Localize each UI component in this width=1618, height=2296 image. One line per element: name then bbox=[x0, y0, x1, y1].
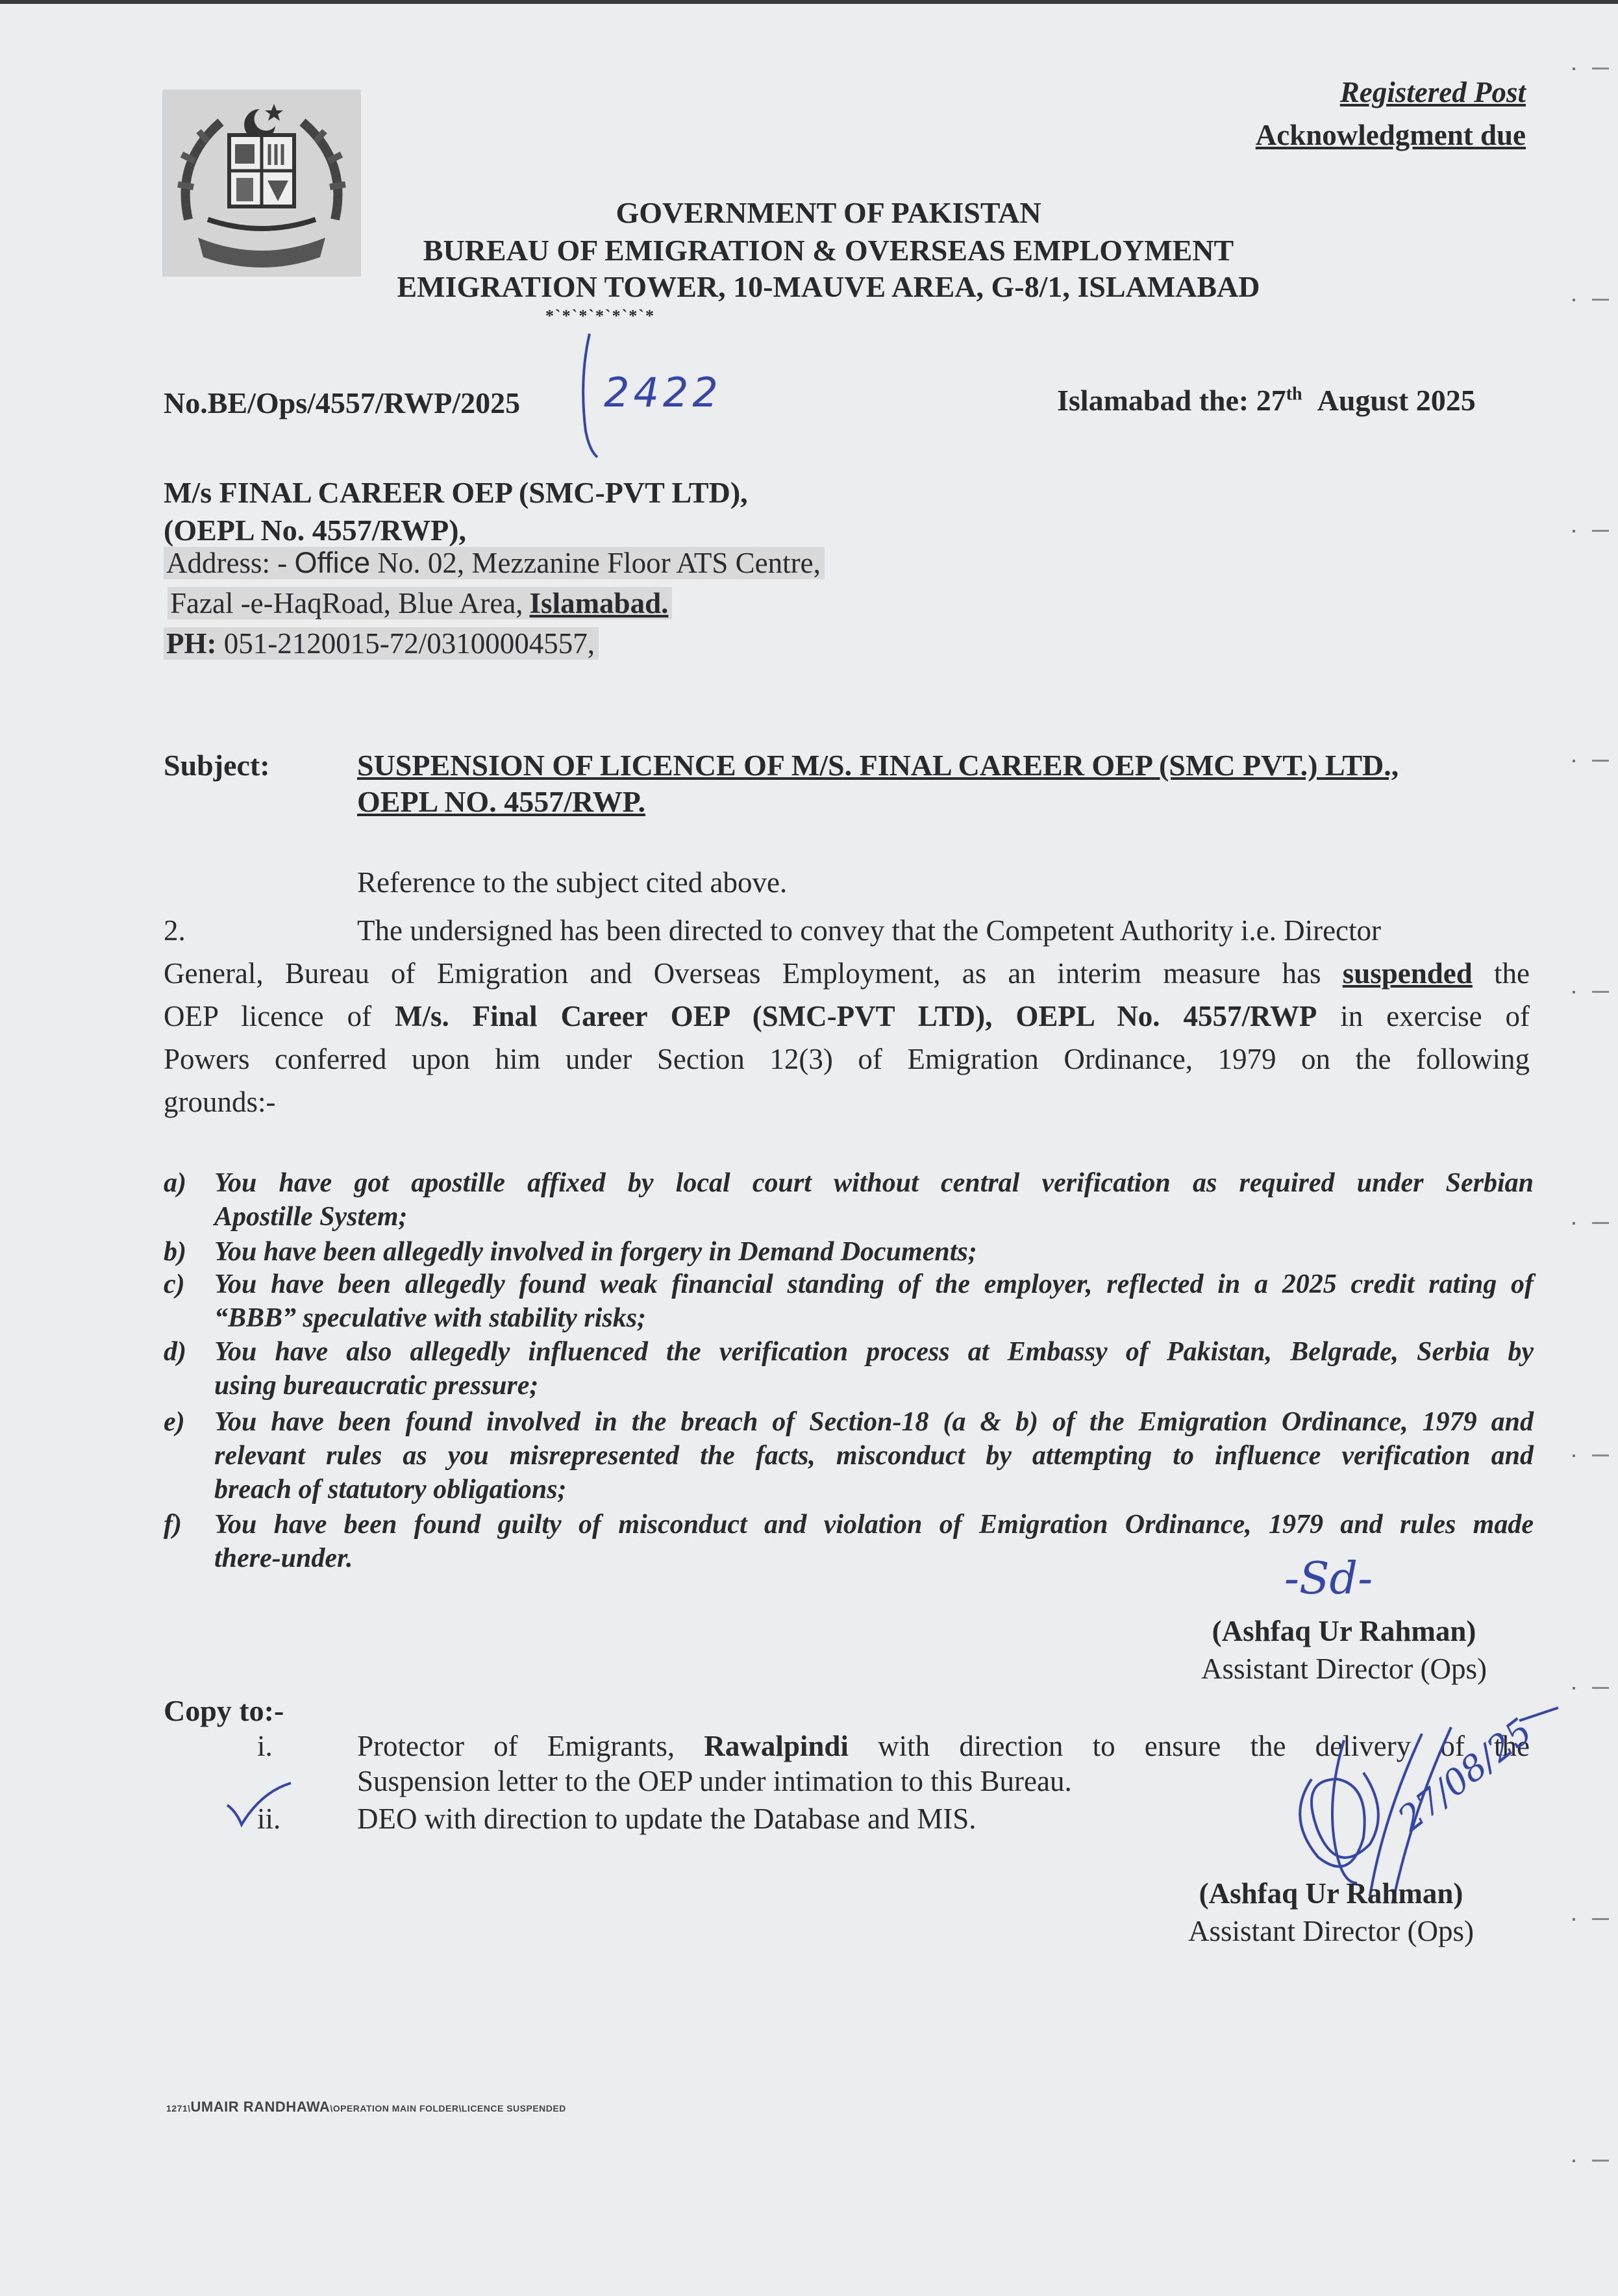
date-suffix: August 2025 bbox=[1317, 384, 1476, 417]
ground-label: c) bbox=[164, 1269, 185, 1299]
margin-mark bbox=[1573, 1687, 1612, 1690]
copy-to-item-number: ii. bbox=[257, 1803, 281, 1835]
p2-suspended-word: suspended bbox=[1342, 957, 1473, 990]
p2-line3-text: OEP licence of bbox=[164, 1000, 372, 1032]
copy-to-item-1-line2: Suspension letter to the OEP under intimation to this Bureau. bbox=[357, 1765, 1072, 1797]
ground-text: You have been allegedly involved in forgery in Demand Documents; bbox=[214, 1237, 977, 1267]
reference-number: No.BE/Ops/4557/RWP/2025 bbox=[164, 386, 521, 419]
p2-line3-end: in exercise of bbox=[1340, 1000, 1530, 1032]
margin-mark bbox=[1573, 760, 1612, 762]
address-label: Address: - bbox=[166, 547, 288, 579]
signatory-name-1: (Ashfaq Ur Rahman) bbox=[1212, 1615, 1476, 1647]
registered-post-label: Registered Post bbox=[1339, 76, 1526, 108]
subject-label: Subject: bbox=[164, 749, 270, 782]
addressee-licence: (OEPL No. 4557/RWP), bbox=[164, 514, 467, 547]
margin-mark bbox=[1573, 1454, 1612, 1457]
ground-text-cont: “BBB” speculative with stability risks; bbox=[214, 1303, 647, 1333]
address-city: Islamabad. bbox=[529, 587, 669, 619]
letterhead-stars: *`*`*`*`*`*`* bbox=[545, 306, 655, 325]
margin-mark bbox=[1573, 299, 1612, 301]
ground-b bbox=[164, 1235, 1534, 1269]
margin-mark bbox=[1573, 68, 1612, 70]
acknowledgment-due-label: Acknowledgment due bbox=[1255, 119, 1526, 151]
date-prefix: Islamabad the: 27 bbox=[1057, 384, 1286, 417]
copy-item-1-post: with direction to ensure the delivery of the bbox=[878, 1730, 1530, 1762]
paragraph-2-line4: Powers conferred upon him under Section 12(3) of Emigration Ordinance, 1979 on the following bbox=[164, 1043, 1530, 1075]
ground-text-cont: Apostille System; bbox=[214, 1202, 408, 1232]
ground-a bbox=[164, 1166, 1534, 1234]
file-path-footer bbox=[166, 2099, 566, 2115]
p2-oep-name: M/s. Final Career OEP (SMC-PVT LTD), OEPL No. 4557/RWP bbox=[394, 1000, 1317, 1032]
phone-number: 051-2120015-72/03100004557, bbox=[223, 627, 595, 660]
signatory-title-2: Assistant Director (Ops) bbox=[1188, 1915, 1474, 1947]
footer-prefix: 1271\ bbox=[166, 2103, 191, 2114]
letterhead-government: GOVERNMENT OF PAKISTAN bbox=[616, 196, 1041, 229]
phone-label: PH: bbox=[166, 627, 217, 660]
signatory-name-2: (Ashfaq Ur Rahman) bbox=[1199, 1877, 1463, 1910]
ground-text-cont: relevant rules as you misrepresented the facts, misconduct by attempting to influence verification and bbox=[214, 1441, 1534, 1471]
ground-label: a) bbox=[164, 1168, 186, 1198]
date-superscript: th bbox=[1286, 384, 1302, 405]
sd-handwritten-mark: -Sd- bbox=[1284, 1553, 1373, 1604]
checkmark-icon bbox=[223, 1780, 295, 1832]
ground-label: e) bbox=[164, 1407, 185, 1437]
handwritten-diary-number bbox=[571, 330, 779, 460]
paragraph-1: Reference to the subject cited above. bbox=[357, 866, 788, 899]
ground-text: You have also allegedly influenced the verification process at Embassy of Pakistan, Belgrade, Serbia by bbox=[214, 1337, 1534, 1367]
subject-line1: SUSPENSION OF LICENCE OF M/S. FINAL CAREER OEP (SMC PVT.) LTD., bbox=[357, 749, 1399, 782]
address-street: Fazal -e-HaqRoad, Blue Area, bbox=[170, 587, 523, 619]
paragraph-2-line5: grounds:- bbox=[164, 1086, 276, 1118]
margin-mark bbox=[1573, 530, 1612, 532]
diary-number-text: 2422 bbox=[604, 369, 722, 416]
address-rest: No. 02, Mezzanine Floor ATS Centre, bbox=[377, 547, 821, 579]
ground-text-cont: there-under. bbox=[214, 1543, 353, 1573]
copy-item-1-pre: Protector of Emigrants, bbox=[357, 1730, 675, 1762]
paragraph-2-number: 2. bbox=[164, 914, 186, 947]
p2-line2-text: General, Bureau of Emigration and Overseas Employment, as an interim measure has bbox=[164, 957, 1321, 990]
addressee-address-line1 bbox=[164, 544, 825, 582]
signature-date: 27/08/25 bbox=[1390, 1710, 1540, 1840]
ground-label: b) bbox=[164, 1237, 186, 1267]
letter-date bbox=[1057, 383, 1476, 418]
letterhead-bureau: BUREAU OF EMIGRATION & OVERSEAS EMPLOYMENT bbox=[423, 234, 1234, 267]
ground-text-cont: using bureaucratic pressure; bbox=[214, 1371, 539, 1401]
margin-mark bbox=[1573, 1222, 1612, 1225]
ground-label: f) bbox=[164, 1510, 182, 1540]
copy-to-item-2: DEO with direction to update the Database and MIS. bbox=[357, 1803, 977, 1835]
address-office-word: Office bbox=[294, 546, 371, 579]
ground-label: d) bbox=[164, 1337, 186, 1367]
margin-mark bbox=[1573, 1918, 1612, 1921]
copy-to-item-number: i. bbox=[257, 1730, 273, 1762]
paragraph-2-line1: The undersigned has been directed to convey that the Competent Authority i.e. Director bbox=[357, 914, 1382, 947]
paragraph-2-line2 bbox=[164, 952, 1530, 995]
subject-line2: OEPL NO. 4557/RWP. bbox=[357, 785, 645, 818]
signatory-title-1: Assistant Director (Ops) bbox=[1201, 1653, 1487, 1685]
footer-path: \OPERATION MAIN FOLDER\LICENCE SUSPENDED bbox=[330, 2103, 566, 2114]
addressee-company: M/s FINAL CAREER OEP (SMC-PVT LTD), bbox=[164, 476, 748, 509]
margin-mark bbox=[1573, 2160, 1612, 2162]
ground-text-cont2: breach of statutory obligations; bbox=[214, 1475, 567, 1504]
paragraph-2-line3 bbox=[164, 995, 1530, 1038]
p2-line2-end: the bbox=[1494, 957, 1530, 990]
copy-to-label: Copy to:- bbox=[164, 1694, 284, 1727]
addressee-address-line2 bbox=[168, 584, 672, 622]
ground-text: You have been allegedly found weak financial standing of the employer, reflected in a 2025 credit rating of bbox=[214, 1269, 1534, 1299]
margin-mark bbox=[1573, 991, 1612, 993]
letterhead-address: EMIGRATION TOWER, 10-MAUVE AREA, G-8/1, ISLAMABAD bbox=[397, 270, 1260, 303]
copy-item-1-bold: Rawalpindi bbox=[704, 1730, 849, 1762]
addressee-phone bbox=[164, 625, 599, 662]
ground-text: You have got apostille affixed by local court without central verification as required under Serbian bbox=[214, 1168, 1534, 1198]
ground-c bbox=[164, 1267, 1534, 1335]
footer-name: UMAIR RANDHAWA bbox=[190, 2099, 330, 2115]
page-top-edge bbox=[0, 0, 1618, 4]
ground-e bbox=[164, 1405, 1534, 1506]
ground-d bbox=[164, 1335, 1534, 1403]
ground-text: You have been found guilty of misconduct and violation of Emigration Ordinance, 1979 and rules made bbox=[214, 1510, 1534, 1540]
ground-text: You have been found involved in the breach of Section-18 (a & b) of the Emigration Ordinance, 1979 and bbox=[214, 1407, 1534, 1437]
